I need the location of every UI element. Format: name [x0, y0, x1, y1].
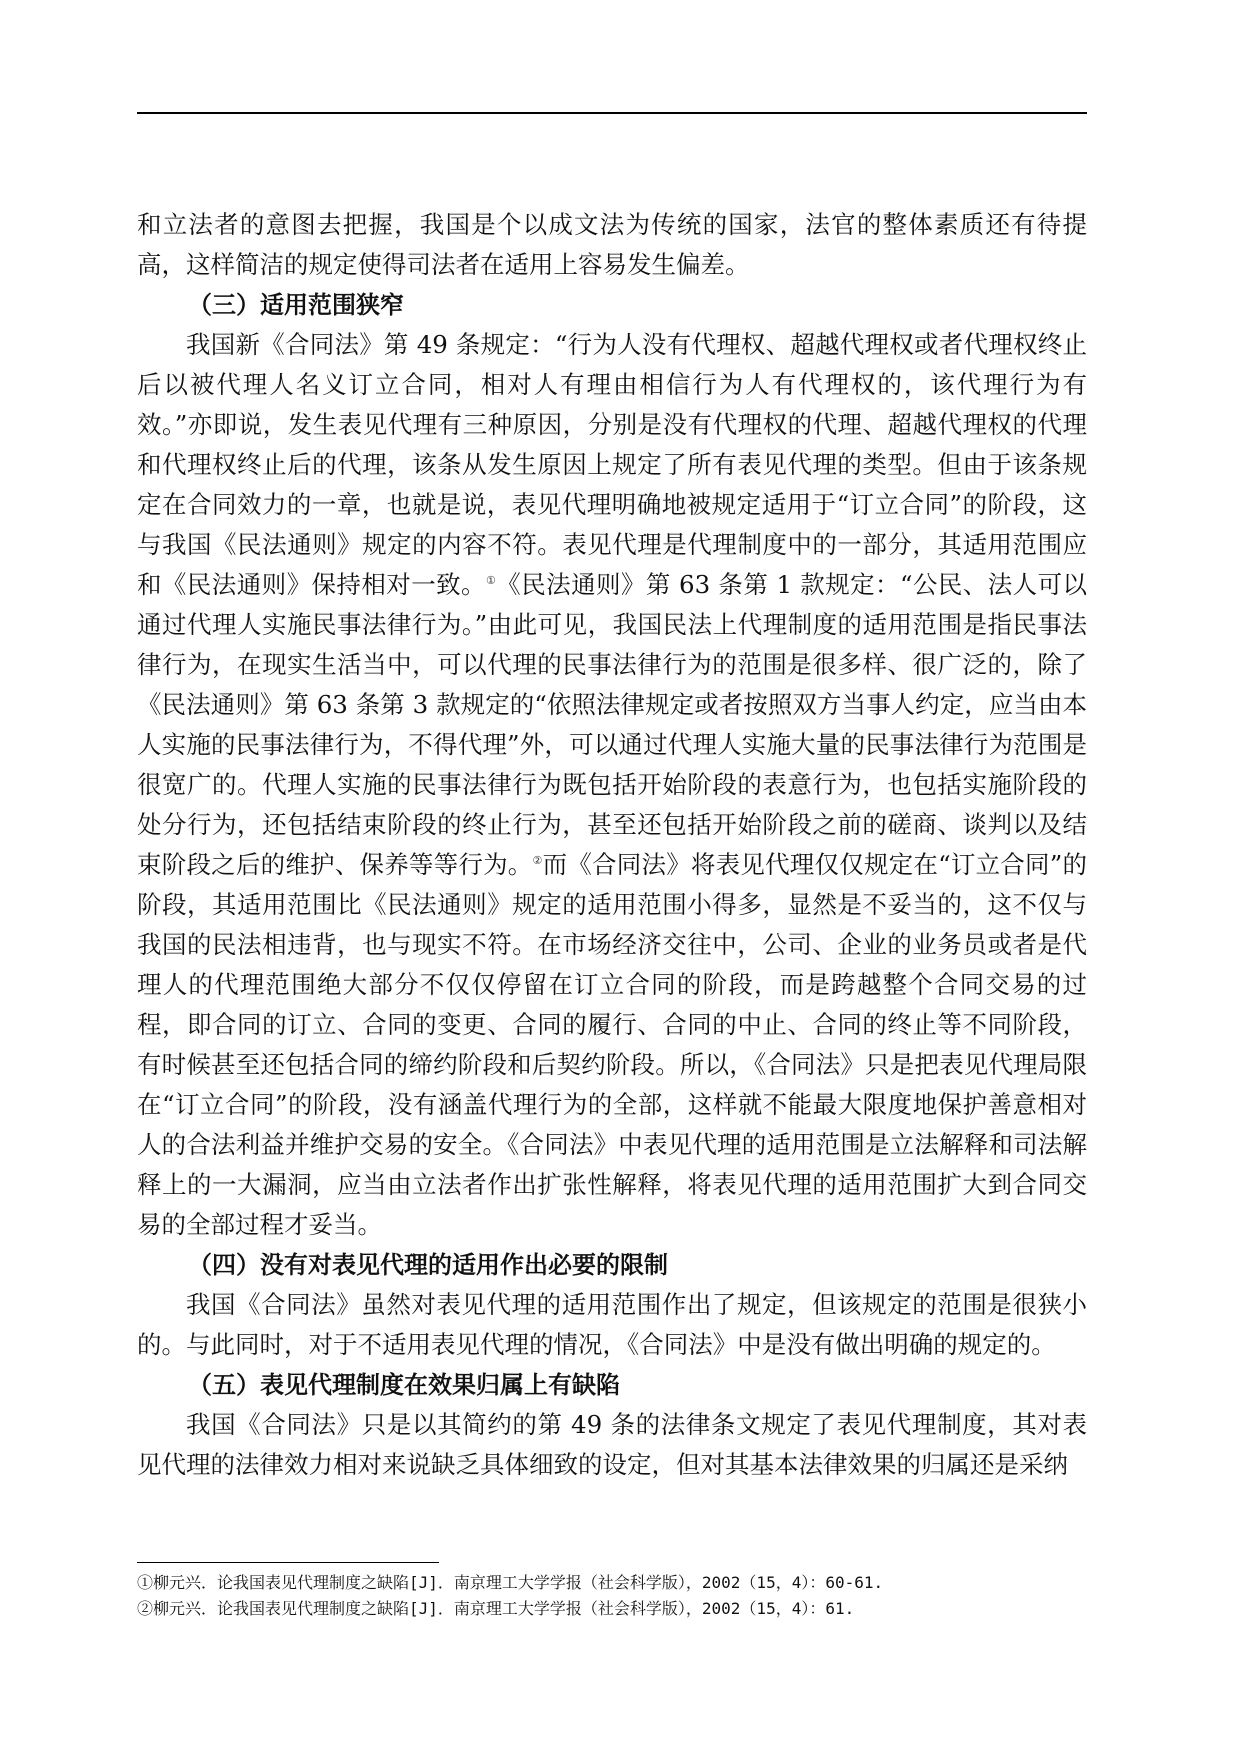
paragraph-scope-part2: 《民法通则》第 63 条第 1 款规定：“公民、法人可以通过代理人实施民事法律行为。”由此可见，我国民法上代理制度的适用范围是指民事法律行为，在现实生活当中，可以代理的民事法律行为的范围是很多样、很广泛的，除了《民法通则》第 63 条第 3 款规定的“依照法律规定或者按照双方当事人约定，应当由本人实施的民事法律行为，不得代理”外，可以通过代理人实施大量的民事法律行为范围是很宽广的。代理人实施的民事法律行为既包括开始阶段的表意行为，也包括实施阶段的处分行为，还包括结束阶段的终止行为，甚至还包括开始阶段之前的磋商、谈判以及结束阶段之后的维护、保养等等行为。: [137, 570, 1088, 879]
paragraph-effect: 我国《合同法》只是以其简约的第 49 条的法律条文规定了表见代理制度，其对表见代理的法律效力相对来说缺乏具体细致的设定，但对其基本法律效果的归属还是采纳: [137, 1410, 1087, 1479]
paragraph-restriction: 我国《合同法》虽然对表见代理的适用范围作出了规定，但该规定的范围是很狭小的。与此同时，对于不适用表见代理的情况，《合同法》中是没有做出明确的规定的。: [137, 1290, 1087, 1359]
footnotes: [137, 1570, 1087, 1622]
footnote-ref-1[interactable]: ①: [486, 573, 497, 587]
section-heading-3: （三）适用范围狭窄: [188, 291, 404, 319]
footnote-rule: [137, 1562, 439, 1563]
paragraph-scope-part1: 我国新《合同法》第 49 条规定：“行为人没有代理权、超越代理权或者代理权终止后以被代理人名义订立合同，相对人有理由相信行为人有代理权的，该代理行为有效。”亦即说，发生表见代理有三种原因，分别是没有代理权的代理、超越代理权的代理和代理权终止后的代理，该条从发生原因上规定了所有表见代理的类型。但由于该条规定在合同效力的一章，也就是说，表见代理明确地被规定适用于“订立合同”的阶段，这与我国《民法通则》规定的内容不符。表见代理是代理制度中的一部分，其适用范围应和《民法通则》保持相对一致。: [137, 330, 1087, 599]
section-heading-5: （五）表见代理制度在效果归属上有缺陷: [188, 1371, 620, 1399]
footnote-ref-2[interactable]: ②: [532, 853, 543, 867]
paragraph-scope: [137, 325, 1087, 1245]
footnote-1: ①柳元兴．论我国表见代理制度之缺陷[J]．南京理工大学学报（社会科学版），2002（15，4）：60-61.: [137, 1573, 884, 1592]
section-heading-4: （四）没有对表见代理的适用作出必要的限制: [188, 1251, 668, 1279]
body-text: [137, 205, 1087, 1485]
paragraph-continued: 和立法者的意图去把握，我国是个以成文法为传统的国家，法官的整体素质还有待提高，这样简洁的规定使得司法者在适用上容易发生偏差。: [137, 210, 1087, 279]
paragraph-scope-part3: 而《合同法》将表见代理仅仅规定在“订立合同”的阶段，其适用范围比《民法通则》规定的适用范围小得多，显然是不妥当的，这不仅与我国的民法相违背，也与现实不符。在市场经济交往中，公司、企业的业务员或者是代理人的代理范围绝大部分不仅仅停留在订立合同的阶段，而是跨越整个合同交易的过程，即合同的订立、合同的变更、合同的履行、合同的中止、合同的终止等不同阶段，有时候甚至还包括合同的缔约阶段和后契约阶段。所以，《合同法》只是把表见代理局限在“订立合同”的阶段，没有涵盖代理行为的全部，这样就不能最大限度地保护善意相对人的合法利益并维护交易的安全。《合同法》中表见代理的适用范围是立法解释和司法解释上的一大漏洞，应当由立法者作出扩张性解释，将表见代理的适用范围扩大到合同交易的全部过程才妥当。: [137, 850, 1087, 1239]
footnote-2: ②柳元兴．论我国表见代理制度之缺陷[J]．南京理工大学学报（社会科学版），2002（15，4）：61.: [137, 1599, 855, 1618]
header-rule: [137, 112, 1087, 114]
